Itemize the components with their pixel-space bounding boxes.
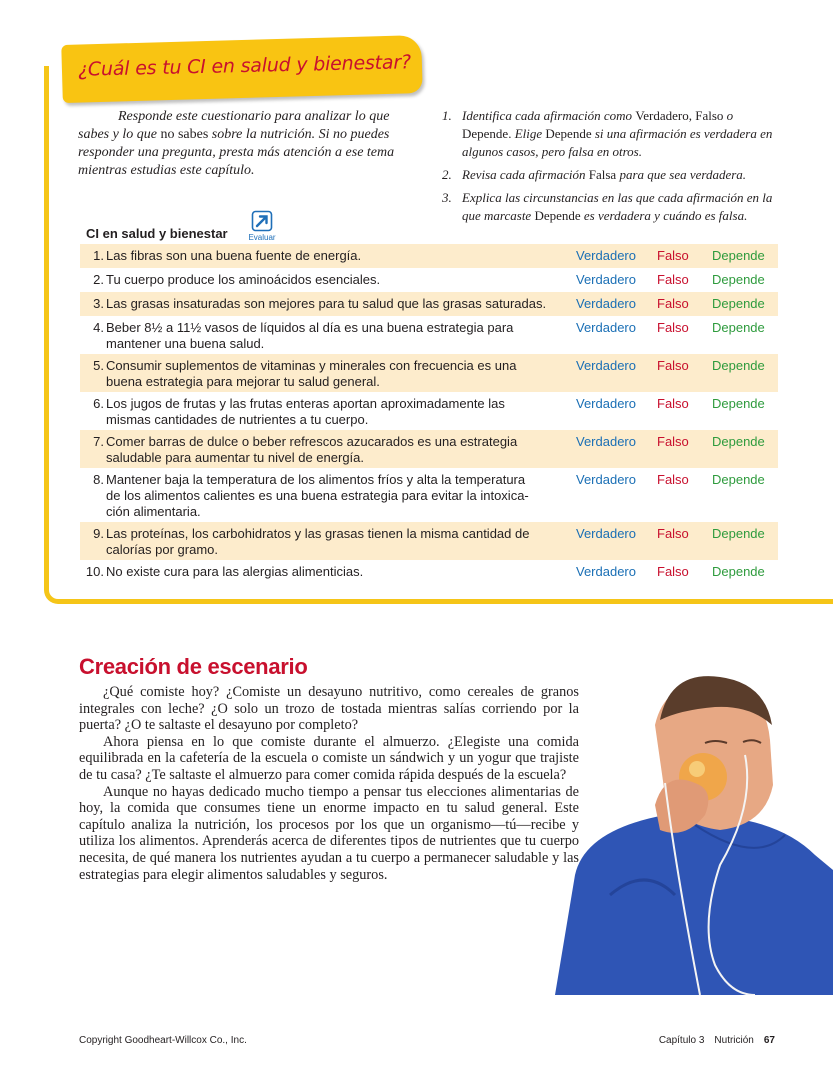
quiz-row: [80, 292, 778, 316]
answer-true[interactable]: Verdadero: [576, 472, 636, 487]
question-line: Los jugos de frutas y las frutas enteras aportan aproximadamente las: [106, 396, 505, 411]
question-text: [80, 396, 558, 428]
answer-true[interactable]: Verdadero: [576, 296, 636, 311]
question-text: [80, 320, 558, 352]
answer-true[interactable]: Verdadero: [576, 434, 636, 449]
instruction-text: Depende.: [462, 126, 512, 141]
answer-false[interactable]: Falso: [657, 396, 689, 411]
instruction-text: Revisa cada afirmación: [462, 167, 589, 182]
answer-depends[interactable]: Depende: [712, 526, 765, 541]
instruction-item: [440, 107, 785, 161]
question-number: 9.: [93, 526, 104, 541]
answer-false[interactable]: Falso: [657, 248, 689, 263]
scenario-paragraph: ¿Qué comiste hoy? ¿Comiste un desayuno nutritivo, como cereales de granos integrales con leche? ¿O solo un trozo de tostada mientras salías corriendo por la puerta? ¿O te saltaste el desayuno por completo?: [79, 684, 579, 734]
instruction-text: Depende: [545, 126, 592, 141]
instruction-text: Explica las circunstancias en las que cada afirmación en la que marcaste: [462, 190, 773, 223]
instruction-number: 2.: [442, 167, 452, 182]
question-line: Tu cuerpo produce los aminoácidos esenciales.: [106, 272, 381, 287]
scenario-paragraph: Aunque no hayas dedicado mucho tiempo a pensar tus elecciones alimentarias de hoy, la comida que consumes tiene un enorme impacto en tu salud general. Este capítulo analiza la nutrición, los procesos por los que un organismo—tú—recibe y utiliza los alimentos. Aprenderás acerca de diferentes tipos de nutrientes que tu cuerpo necesita, de qué manera los nutrientes ayudan a tu cuerpo a permanecer saludable y las estrategias para elegir alimentos saludables y seguros.: [79, 783, 579, 883]
page-number: 67: [763, 1035, 775, 1046]
answer-depends[interactable]: Depende: [712, 296, 765, 311]
answer-false[interactable]: Falso: [657, 272, 689, 287]
evaluar-button[interactable]: [246, 210, 278, 242]
answer-false[interactable]: Falso: [657, 296, 689, 311]
question-line: Las fibras son una buena fuente de energía.: [106, 248, 362, 263]
chapter-label: Capítulo 3: [658, 1035, 705, 1046]
answer-depends[interactable]: Depende: [712, 472, 765, 487]
answer-false[interactable]: Falso: [657, 526, 689, 541]
intro-segment: y lo que: [112, 127, 161, 142]
question-number: 7.: [93, 434, 104, 449]
question-text: [80, 248, 558, 264]
quiz-row: [80, 354, 778, 392]
answer-false[interactable]: Falso: [657, 564, 689, 579]
intro-segment: Responde este cuestionario para analizar lo que sabes: [78, 109, 390, 142]
question-line: Las grasas insaturadas son mejores para tu salud que las grasas saturadas.: [106, 296, 547, 311]
scenario-paragraph: Ahora piensa en lo que comiste durante el almuerzo. ¿Elegiste una comida equilibrada en la cafetería de la escuela o comiste un sándwich y un yogur que trajiste de tu casa? ¿Te saltaste el almuerzo para comer comida rápida después de la escuela?: [79, 733, 579, 783]
quiz-row: [80, 430, 778, 468]
instruction-number: 1.: [442, 108, 452, 123]
page-title: ¿Cuál es tu CI en salud y bienestar?: [77, 51, 412, 81]
answer-true[interactable]: Verdadero: [576, 564, 636, 579]
quiz-row: [80, 268, 778, 292]
scenario-heading: Creación de escenario: [79, 654, 308, 679]
question-line: Beber 8½ a 11½ vasos de líquidos al día es una buena estrategia para: [106, 320, 514, 335]
quiz-row: [80, 244, 778, 268]
question-text: [80, 472, 558, 520]
answer-depends[interactable]: Depende: [712, 272, 765, 287]
instruction-text: si una afirmación es verdadera en algunos casos, pero falsa en otros.: [462, 126, 773, 159]
instruction-item: [440, 166, 785, 184]
question-line: No existe cura para las alergias alimenticias.: [106, 564, 364, 579]
instruction-text: Verdadero, Falso: [635, 108, 724, 123]
answer-true[interactable]: Verdadero: [576, 358, 636, 373]
instruction-item: [440, 189, 785, 225]
question-line: buena estrategia para mejorar tu salud general.: [106, 374, 380, 389]
question-text: [80, 358, 558, 390]
boy-eating-apple-photo: [515, 665, 833, 995]
answer-depends[interactable]: Depende: [712, 434, 765, 449]
answer-depends[interactable]: Depende: [712, 358, 765, 373]
question-line: saludable para aumentar tu nivel de energía.: [106, 450, 365, 465]
external-link-icon: [251, 210, 273, 232]
answer-true[interactable]: Verdadero: [576, 396, 636, 411]
intro-segment: sobre la nutrición. Si no puedes responder una pregunta, presta más atención a ese tema mientras estudias este capítulo.: [78, 127, 395, 178]
instruction-text: para que sea verdadera.: [616, 167, 747, 182]
evaluar-label: Evaluar: [248, 233, 276, 242]
instruction-number: 3.: [442, 190, 452, 205]
question-line: mantener una buena salud.: [106, 336, 265, 351]
question-text: [80, 564, 558, 580]
answer-false[interactable]: Falso: [657, 434, 689, 449]
answer-true[interactable]: Verdadero: [576, 248, 636, 263]
quiz-heading: CI en salud y bienestar: [86, 226, 228, 241]
intro-segment: no sabes: [160, 127, 209, 142]
instruction-text: es verdadera y cuándo es falsa.: [580, 208, 748, 223]
quiz-row: [80, 392, 778, 430]
section-label: Nutrición: [714, 1035, 754, 1046]
answer-false[interactable]: Falso: [657, 472, 689, 487]
answer-false[interactable]: Falso: [657, 358, 689, 373]
instruction-text: o: [723, 108, 734, 123]
page-footer: [659, 1035, 775, 1046]
instruction-text: Identifica cada afirmación como: [462, 108, 636, 123]
answer-depends[interactable]: Depende: [712, 396, 765, 411]
scenario-body: [79, 684, 579, 883]
question-text: [80, 272, 558, 288]
instruction-text: Elige: [511, 126, 546, 141]
intro-text: [78, 108, 416, 180]
question-number: 6.: [93, 396, 104, 411]
question-line: Consumir suplementos de vitaminas y minerales con frecuencia es una: [106, 358, 517, 373]
quiz-row: [80, 468, 778, 522]
question-text: [80, 526, 558, 558]
question-line: mismas cantidades de nutrientes a tu cuerpo.: [106, 412, 369, 427]
answer-true[interactable]: Verdadero: [576, 320, 636, 335]
question-number: 5.: [93, 358, 104, 373]
question-text: [80, 296, 558, 312]
instructions-list: [440, 107, 785, 230]
answer-depends[interactable]: Depende: [712, 320, 765, 335]
quiz-table: [80, 244, 778, 584]
instruction-text: Depende: [534, 208, 581, 223]
answer-true[interactable]: Verdadero: [576, 272, 636, 287]
answer-depends[interactable]: Depende: [712, 248, 765, 263]
question-line: Mantener baja la temperatura de los alimentos fríos y alta la temperatura: [106, 472, 526, 487]
quiz-row: [80, 560, 778, 584]
question-line: calorías por gramo.: [106, 542, 218, 557]
quiz-row: [80, 522, 778, 560]
question-line: ción alimentaria.: [106, 504, 201, 519]
instruction-text: Falsa: [588, 167, 617, 182]
copyright: Copyright Goodheart-Willcox Co., Inc.: [79, 1035, 247, 1046]
question-number: 4.: [93, 320, 104, 335]
question-number: 3.: [93, 296, 104, 311]
answer-depends[interactable]: Depende: [712, 564, 765, 579]
quiz-row: [80, 316, 778, 354]
question-number: 1.: [93, 248, 104, 263]
question-line: de los alimentos calientes es una buena estrategia para evitar la intoxica-: [106, 488, 529, 503]
answer-false[interactable]: Falso: [657, 320, 689, 335]
question-number: 8.: [93, 472, 104, 487]
question-text: [80, 434, 558, 466]
question-line: Las proteínas, los carbohidratos y las grasas tienen la misma cantidad de: [106, 526, 530, 541]
answer-true[interactable]: Verdadero: [576, 526, 636, 541]
question-number: 2.: [93, 272, 104, 287]
question-number: 10.: [85, 564, 104, 579]
question-line: Comer barras de dulce o beber refrescos azucarados es una estrategia: [106, 434, 518, 449]
